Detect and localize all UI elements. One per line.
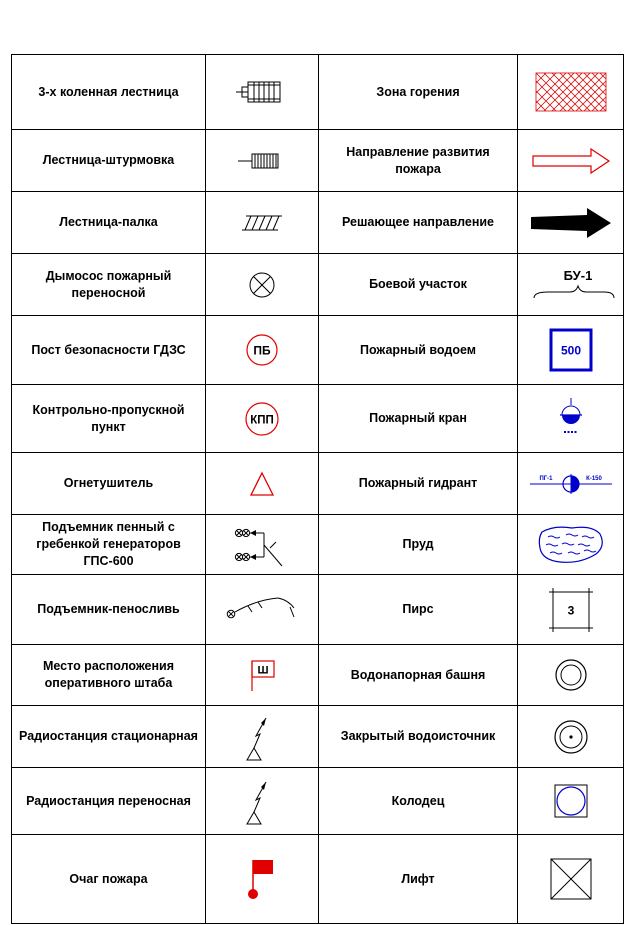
pond-icon [534,522,608,568]
label-foam-lift-pourer: Подъемник-пеносливь [12,575,206,645]
water-tower-icon [551,655,591,695]
portable-radio-icon [242,774,282,828]
checkpoint-icon [242,399,282,439]
pole-ladder-icon [237,211,287,235]
hydrant-right-code: К-150 [585,475,602,482]
checkpoint-code: КПП [250,414,274,426]
table-row [12,385,624,453]
label-smoke-exhauster: Дымосос пожарный переносной [12,254,206,316]
label-stationary-radio: Радиостанция стационарная [12,706,206,768]
label-fire-tap: Пожарный кран [319,385,518,453]
fire-direction-arrow-icon [529,146,613,176]
burning-zone-icon [533,70,609,114]
foam-lift-pourer-icon [222,590,302,630]
closed-water-source-icon [551,717,591,757]
fire-seat-flag-icon [242,854,282,904]
table-row [12,645,624,706]
label-pole-ladder: Лестница-палка [12,192,206,254]
smoke-exhauster-icon [245,268,279,302]
safety-post-icon [242,330,282,370]
table-row [12,254,624,316]
label-well: Колодец [319,768,518,835]
label-fire-direction: Направление развития пожара [319,130,518,192]
table-row [12,130,624,192]
hydrant-left-code: ПГ-1 [538,475,553,482]
label-combat-sector: Боевой участок [319,254,518,316]
table-row [12,575,624,645]
label-fire-hydrant: Пожарный гидрант [319,453,518,515]
label-burning-zone: Зона горения [319,55,518,130]
safety-post-code: ПБ [253,343,271,358]
label-gdzs-safety-post: Пост безопасности ГДЗС [12,316,206,385]
fire-hydrant-icon [526,469,616,499]
label-closed-water-source: Закрытый водоисточник [319,706,518,768]
hq-flag-icon [242,653,282,697]
symbols-legend-table [11,54,624,924]
table-row [12,316,624,385]
table-row [12,55,624,130]
stationary-radio-icon [242,710,282,764]
pier-number: 3 [567,603,574,617]
extinguisher-triangle-icon [247,469,277,499]
fire-tap-icon [556,396,586,442]
table-row [12,192,624,254]
label-portable-radio: Радиостанция переносная [12,768,206,835]
three-section-ladder-icon [232,77,292,107]
label-assault-ladder: Лестница-штурмовка [12,130,206,192]
well-icon [551,781,591,821]
label-water-tower: Водонапорная башня [319,645,518,706]
hq-letter: Ш [257,664,269,677]
fire-reservoir-icon [546,325,596,375]
label-foam-lift-gps600: Подъемник пенный с гребенкой генераторов ГПС-600 [12,515,206,575]
label-decisive-direction: Решающее направление [319,192,518,254]
label-extinguisher: Огнетушитель [12,453,206,515]
table-row [12,835,624,924]
label-elevator: Лифт [319,835,518,924]
table-row [12,768,624,835]
label-three-section-ladder: 3-х коленная лестница [12,55,206,130]
table-row [12,706,624,768]
label-hq-location: Место расположения оперативного штаба [12,645,206,706]
decisive-direction-arrow-icon [527,206,615,240]
assault-ladder-icon [232,149,292,173]
combat-sector-brace-icon [526,266,616,304]
label-pond: Пруд [319,515,518,575]
combat-sector-code: БУ-1 [563,267,592,283]
label-pier: Пирс [319,575,518,645]
label-fire-seat: Очаг пожара [12,835,206,924]
pier-icon [543,582,599,638]
table-row [12,453,624,515]
table-row [12,515,624,575]
label-fire-reservoir: Пожарный водоем [319,316,518,385]
elevator-icon [546,854,596,904]
label-checkpoint: Контрольно-пропускной пункт [12,385,206,453]
reservoir-volume: 500 [560,343,581,358]
foam-lift-comb-icon [230,522,294,568]
